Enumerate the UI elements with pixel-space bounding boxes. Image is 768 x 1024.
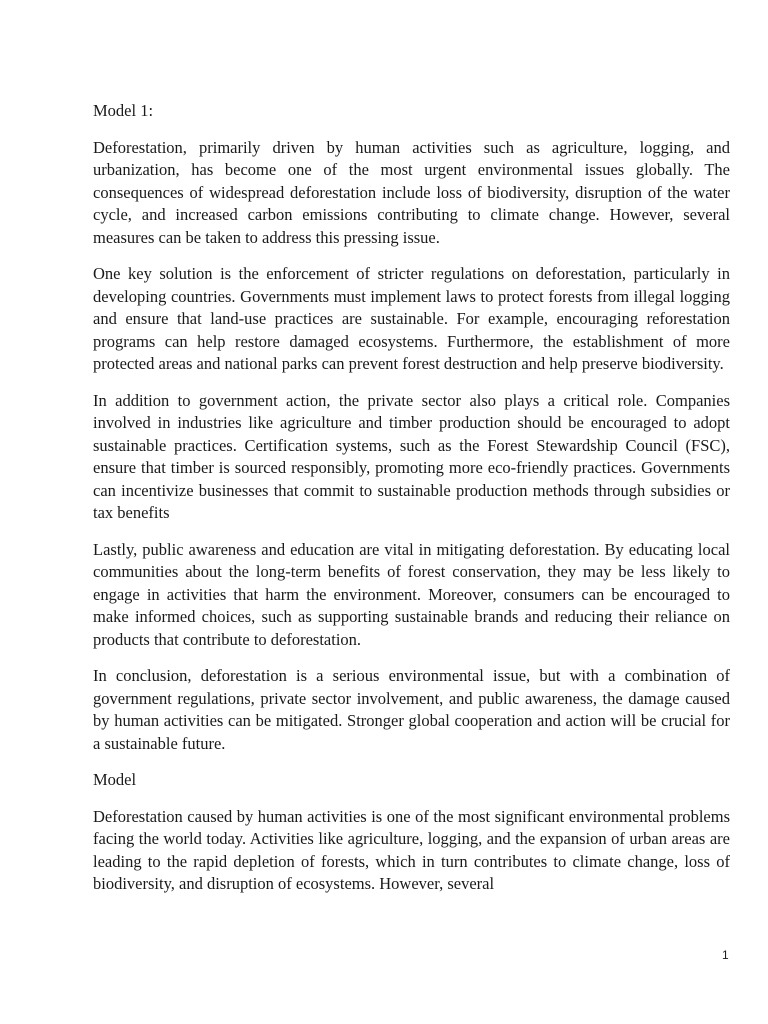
section-heading-model-1: Model 1:: [93, 101, 154, 120]
paragraph: In addition to government action, the private sector also plays a critical role. Companies involved in industries like agriculture and timber production should be encouraged to adopt sustainable practices. Certification systems, such as the Forest Stewardship Council (FSC), ensure that timber is sourced responsibly, promoting more eco-friendly practices. Governments can incentivize businesses that commit to sustainable production methods through subsidies or tax benefits: [93, 390, 730, 522]
paragraph: Deforestation, primarily driven by human activities such as agriculture, logging, and urbanization, has become one of the most urgent environmental issues globally. The consequences of widespread deforestation include loss of biodiversity, disruption of the water cycle, and increased carbon emissions contributing to climate change. However, several measures can be taken to address this pressing issue.: [93, 137, 730, 247]
paragraph: One key solution is the enforcement of stricter regulations on deforestation, particularly in developing countries. Governments must implement laws to protect forests from illegal logging and ensure that land-use practices are sustainable. For example, encouraging reforestation programs can help restore damaged ecosystems. Furthermore, the establishment of more protected areas and national parks can prevent forest destruction and help preserve biodiversity.: [93, 264, 730, 373]
document-body: [93, 100, 730, 910]
section-heading-model: Model: [93, 770, 137, 789]
paragraph: In conclusion, deforestation is a serious environmental issue, but with a combination of government regulations, private sector involvement, and public awareness, the damage caused by human activities can be mitigated. Stronger global cooperation and action will be crucial for a sustainable future.: [93, 666, 730, 753]
paragraph: Deforestation caused by human activities is one of the most significant environmental problems facing the world today. Activities like agriculture, logging, and the expansion of urban areas are leading to the rapid depletion of forests, which in turn contributes to climate change, loss of biodiversity, and disruption of ecosystems. However, several: [93, 806, 730, 893]
page-number: 1: [722, 948, 729, 962]
paragraph: Lastly, public awareness and education are vital in mitigating deforestation. By educating local communities about the long-term benefits of forest conservation, they may be less likely to engage in activities that harm the environment. Moreover, consumers can be encouraged to make informed choices, such as supporting sustainable brands and reducing their reliance on products that contribute to deforestation.: [93, 539, 730, 649]
